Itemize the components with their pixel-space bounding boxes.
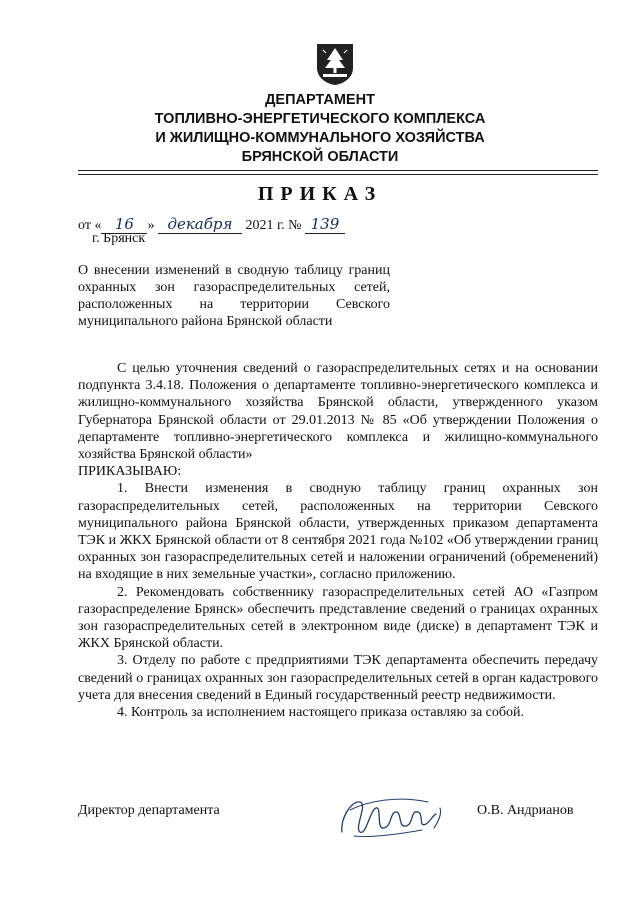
handwritten-signature bbox=[330, 788, 455, 843]
coat-of-arms-icon bbox=[315, 42, 355, 86]
order-item: 3. Отделу по работе с предприятиями ТЭК департамента обеспечить передачу сведений о границах охранных зон газораспределительных сетей в орган кадастрового учета для внесения сведений в Единый государственный реестр недвижимости. bbox=[78, 653, 598, 703]
signatory-name: О.В. Андрианов bbox=[477, 803, 574, 818]
preamble-paragraph: С целью уточнения сведений о газораспределительных сетях и на основании подпункта 3.4.18. Положения о департаменте топливно-энергетического комплекса и жилищно-коммунального хозяйства Брянской области, утвержденного указом Губернатора Брянской области от 29.01.2013 № 85 «Об утверждении Положения о департаменте топливно-энергетического комплекса и жилищно-коммунального хозяйства Брянской области» bbox=[78, 361, 598, 463]
header-divider bbox=[78, 174, 598, 175]
order-day: 16 bbox=[101, 216, 147, 234]
department-line: БРЯНСКОЙ ОБЛАСТИ bbox=[241, 149, 399, 165]
order-directive: ПРИКАЗЫВАЮ: bbox=[78, 464, 182, 480]
order-item: 2. Рекомендовать собственнику газораспределительных сетей АО «Газпром газораспределение Брянск» обеспечить представление сведений о границах охранных зон газораспределительных сетей в электронном виде (диске) в департамент ТЭК и ЖКХ Брянской области. bbox=[78, 584, 598, 652]
open-quote: « bbox=[94, 218, 102, 233]
from-label: от bbox=[78, 218, 91, 233]
order-item: 4. Контроль за исполнением настоящего приказа оставляю за собой. bbox=[117, 705, 525, 721]
order-city: г. Брянск bbox=[92, 231, 146, 246]
header-divider bbox=[78, 170, 598, 171]
order-body bbox=[78, 360, 598, 721]
department-line: И ЖИЛИЩНО-КОММУНАЛЬНОГО ХОЗЯЙСТВА bbox=[155, 130, 485, 146]
department-line: ТОПЛИВНО-ЭНЕРГЕТИЧЕСКОГО КОМПЛЕКСА bbox=[154, 111, 486, 127]
order-month: декабря bbox=[158, 216, 242, 234]
close-quote: » bbox=[147, 218, 155, 233]
order-subject: О внесении изменений в сводную таблицу границ охранных зон газораспределительных сетей, расположенных на территории Севского муниципального района Брянской области bbox=[78, 263, 390, 329]
order-title: ПРИКАЗ bbox=[257, 183, 383, 205]
department-line: ДЕПАРТАМЕНТ bbox=[265, 92, 375, 108]
order-number: 139 bbox=[305, 216, 345, 234]
order-year: 2021 г. bbox=[245, 218, 285, 233]
order-item: 1. Внести изменения в сводную таблицу границ охранных зон газораспределительных сетей, расположенных на территории Севского муниципального района Брянской области, утвержденных приказом департамента ТЭК и ЖКХ Брянской области от 8 сентября 2021 года №102 «Об утверждении границ охранных зон газораспределительных сетей и наложении ограничений (обременений) на входящие в них земельные участки», согласно приложению. bbox=[78, 481, 598, 583]
signatory-position: Директор департамента bbox=[78, 803, 220, 818]
number-label: № bbox=[288, 218, 302, 233]
department-name bbox=[0, 91, 640, 167]
